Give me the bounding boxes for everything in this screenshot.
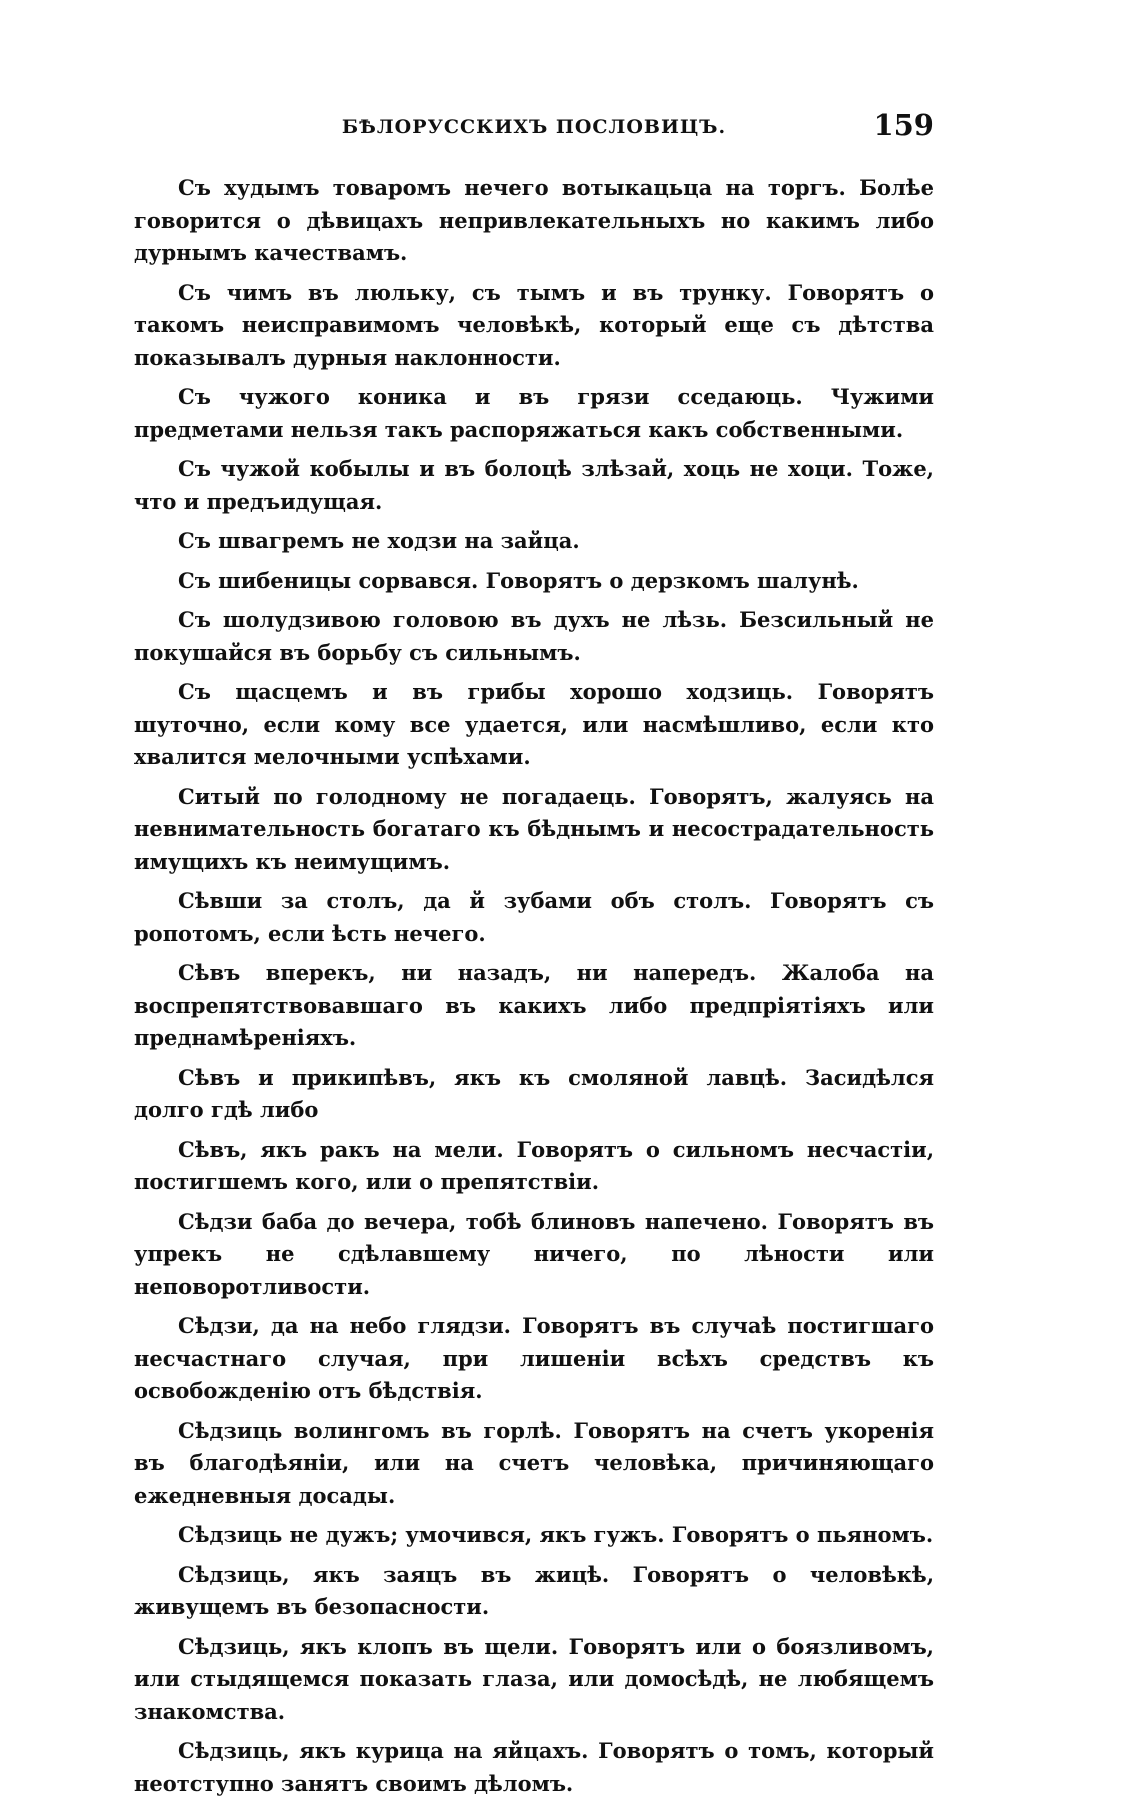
- proverb-entry: [134, 781, 934, 879]
- proverb-text: Сѣдзи, да на небо глядзи.: [178, 1313, 511, 1338]
- proverb-text: Сѣдзиць волингомъ въ горлѣ.: [178, 1417, 562, 1443]
- proverb-explanation: Говорятъ о томъ, который неотступно занятъ своимъ дѣломъ.: [134, 1738, 935, 1796]
- proverb-entry: [134, 1206, 934, 1304]
- proverb-text: Съ чимъ въ люльку, съ тымъ и въ трунку.: [178, 279, 772, 305]
- proverb-text: Сѣдзиць, якъ заяцъ въ жицѣ.: [178, 1561, 610, 1587]
- proverb-entry: [134, 453, 934, 518]
- proverb-explanation: Говорятъ о сильномъ несчастіи, постигшемъ кого, или о препятствіи.: [134, 1136, 935, 1194]
- proverb-entry: [134, 381, 934, 446]
- proverb-explanation: Говорятъ, жалуясь на невнимательность богатаго къ бѣднымъ и несострадательность имущихъ къ неимущимъ.: [134, 783, 935, 874]
- proverb-text: Съ щасцемъ и въ грибы хорошо ходзиць.: [178, 679, 794, 704]
- proverb-explanation: Говорятъ шуточно, если кому все удается, или насмѣшливо, если кто хвалится мелочными успѣхами.: [134, 679, 934, 769]
- proverb-explanation: Засидѣлся долго гдѣ либо: [134, 1064, 934, 1122]
- proverb-entry: [134, 1735, 934, 1800]
- proverb-list: [134, 172, 934, 1807]
- proverb-text: Съ швагремъ не ходзи на зайца.: [178, 528, 580, 553]
- proverb-text: Сѣвъ вперекъ, ни назадъ, ни напередъ.: [178, 960, 757, 985]
- proverb-explanation: Чужими предметами нельзя такъ распоряжаться какъ собственными.: [134, 384, 935, 442]
- proverb-entry: [134, 1062, 934, 1127]
- proverb-text: Ситый по голодному не погадаець.: [178, 783, 636, 809]
- proverb-text: Сѣдзиць, якъ курица на яйцахъ.: [178, 1738, 589, 1763]
- proverb-explanation: Говорятъ въ случаѣ постигшаго несчастнаго случая, при лишеніи всѣхъ средствъ къ освобожденію отъ бѣдствія.: [134, 1313, 935, 1403]
- proverb-entry: [134, 1310, 934, 1408]
- proverb-text: Сѣдзиць не дужъ; умочився, якъ гужъ.: [178, 1522, 665, 1547]
- proverb-text: Съ шолудзивою головою въ духъ не лѣзь.: [178, 607, 728, 632]
- proverb-explanation: Говорятъ о дерзкомъ шалунѣ.: [485, 567, 859, 593]
- proverb-entry: [134, 1559, 934, 1624]
- proverb-entry: [134, 1631, 934, 1729]
- proverb-entry: [134, 172, 934, 270]
- proverb-explanation: Болѣе говорится о дѣвицахъ непривлекательныхъ но какимъ либо дурнымъ качествамъ.: [134, 175, 934, 265]
- proverb-text: Сѣвъ и прикипѣвъ, якъ къ смоляной лавцѣ.: [178, 1064, 788, 1090]
- proverb-text: Съ худымъ товаромъ нечего вотыкацьца на торгъ.: [178, 175, 846, 200]
- proverb-text: Сѣдзиць, якъ клопъ въ щели.: [178, 1633, 559, 1659]
- proverb-entry: [134, 1415, 934, 1513]
- proverb-explanation: Говорятъ о человѣкѣ, живущемъ въ безопасности.: [134, 1561, 935, 1619]
- proverb-text: Съ чужой кобылы и въ болоцѣ злѣзай, хоць не хоци.: [178, 456, 853, 481]
- proverb-entry: [134, 676, 934, 774]
- proverb-entry: [134, 957, 934, 1055]
- proverb-explanation: Говорятъ или о боязливомъ, или стыдящемся показать глаза, или домосѣдѣ, не любящемъ знакомства.: [134, 1633, 934, 1724]
- proverb-explanation: Говорятъ съ ропотомъ, если ѣсть нечего.: [134, 888, 935, 946]
- proverb-explanation: Жалоба на воспрепятствовавшаго въ какихъ либо предпріятіяхъ или преднамѣреніяхъ.: [134, 960, 935, 1050]
- proverb-text: Сѣвши за столъ, да й зубами объ столъ.: [178, 888, 752, 913]
- proverb-text: Съ шибеницы сорвався.: [178, 567, 479, 593]
- running-head: БѢЛОРУССКИХЪ ПОСЛОВИЦЪ.: [341, 116, 727, 138]
- proverb-explanation: Говорятъ въ упрекъ не сдѣлавшему ничего, по лѣности или неповоротливости.: [134, 1208, 935, 1299]
- proverb-text: Съ чужого коника и въ грязи сседаюць.: [178, 384, 803, 409]
- proverb-explanation: Безсильный не покушайся въ борьбу съ сильнымъ.: [134, 607, 935, 665]
- proverb-text: Сѣвъ, якъ ракъ на мели.: [178, 1136, 504, 1162]
- proverb-entry: [134, 277, 934, 375]
- proverb-entry: [134, 1519, 934, 1552]
- page-number: 159: [873, 108, 934, 142]
- proverb-entry: [134, 885, 934, 950]
- proverb-explanation: Тоже, что и предъидущая.: [134, 456, 934, 514]
- proverb-explanation: Говорятъ о такомъ неисправимомъ человѣкѣ, который еще съ дѣтства показывалъ дурныя наклонности.: [134, 279, 934, 370]
- proverb-entry: [134, 604, 934, 669]
- proverb-entry: [134, 525, 934, 558]
- proverb-explanation: Говорятъ о пьяномъ.: [671, 1522, 934, 1547]
- page-header: [134, 108, 934, 148]
- proverb-entry: [134, 565, 934, 598]
- proverb-explanation: Говорятъ на счетъ укоренія въ благодѣяніи, или на счетъ человѣка, причиняющаго ежедневныя досады.: [134, 1417, 935, 1508]
- proverb-entry: [134, 1134, 934, 1199]
- proverb-text: Сѣдзи баба до вечера, тобѣ блиновъ напечено.: [178, 1208, 768, 1234]
